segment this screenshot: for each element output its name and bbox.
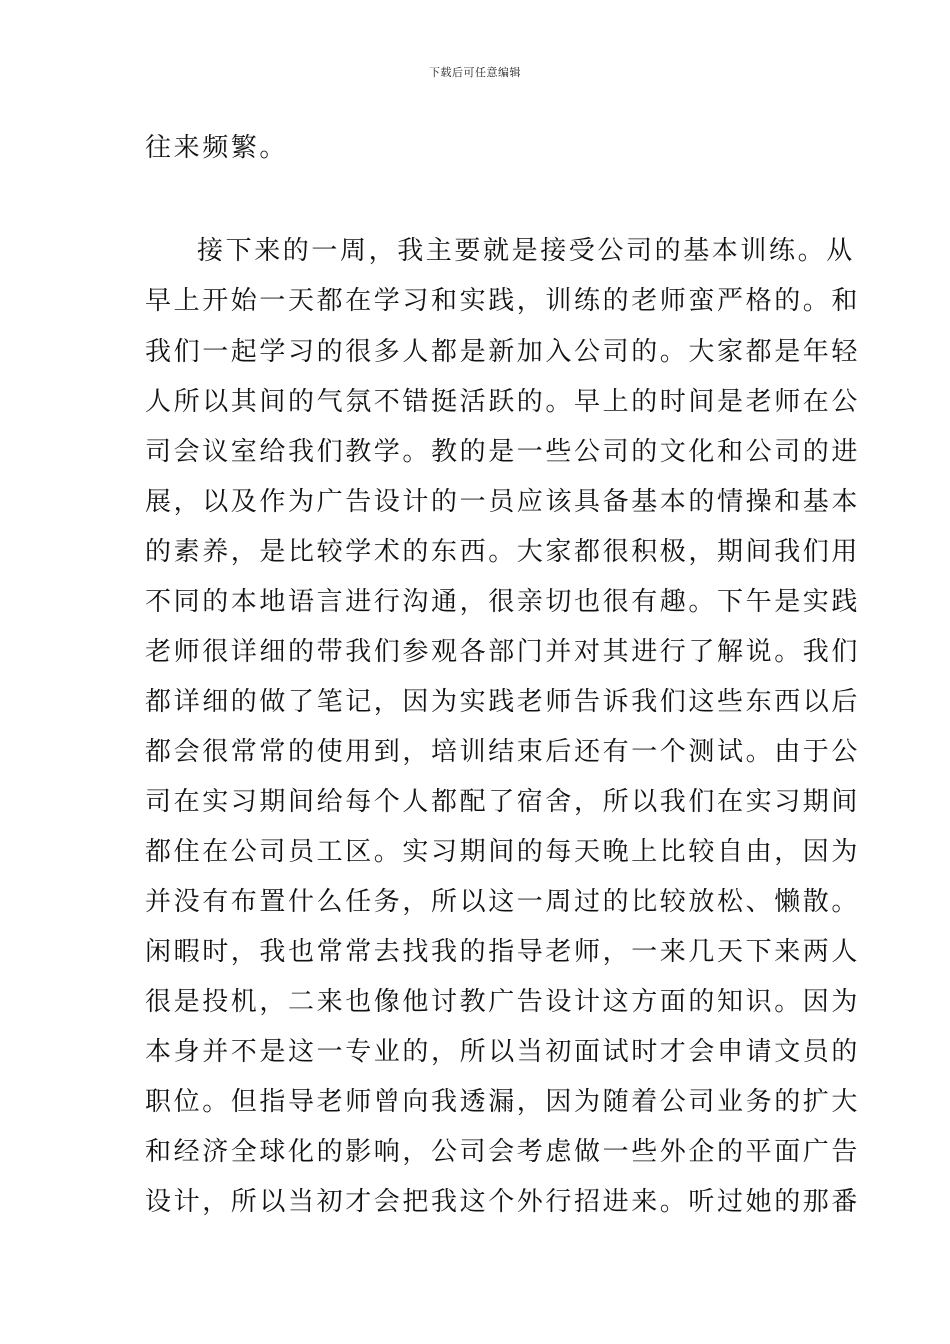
paragraph-2-line: 的素养，是比较学术的东西。大家都很积极，期间我们用 (145, 537, 861, 567)
paragraph-2-line: 设计，所以当初才会把我这个外行招进来。听过她的那番 (145, 1187, 861, 1217)
paragraph-2-line: 并没有布置什么任务，所以这一周过的比较放松、懒散。 (145, 887, 861, 917)
paragraph-2-line: 我们一起学习的很多人都是新加入公司的。大家都是年轻 (145, 337, 861, 367)
paragraph-2-line: 老师很详细的带我们参观各部门并对其进行了解说。我们 (145, 637, 861, 667)
paragraph-2-line: 接下来的一周，我主要就是接受公司的基本训练。从 (197, 236, 855, 266)
paragraph-2-line: 司在实习期间给每个人都配了宿舍，所以我们在实习期间 (145, 787, 861, 817)
paragraph-2-line: 本身并不是这一专业的，所以当初面试时才会申请文员的 (145, 1037, 861, 1067)
paragraph-2-line: 和经济全球化的影响，公司会考虑做一些外企的平面广告 (145, 1137, 861, 1167)
paragraph-2-line: 不同的本地语言进行沟通，很亲切也很有趣。下午是实践 (145, 587, 861, 617)
paragraph-2-line: 闲暇时，我也常常去找我的指导老师，一来几天下来两人 (145, 937, 861, 967)
page-header-note: 下载后可任意编辑 (429, 66, 521, 79)
paragraph-2-line: 很是投机，二来也像他讨教广告设计这方面的知识。因为 (145, 987, 861, 1017)
paragraph-2-line: 都会很常常的使用到，培训结束后还有一个测试。由于公 (145, 737, 861, 767)
paragraph-2-line: 人所以其间的气氛不错挺活跃的。早上的时间是老师在公 (145, 387, 861, 417)
paragraph-2-line: 早上开始一天都在学习和实践，训练的老师蛮严格的。和 (145, 286, 861, 316)
paragraph-2-line: 都详细的做了笔记，因为实践老师告诉我们这些东西以后 (145, 687, 861, 717)
paragraph-2-line: 都住在公司员工区。实习期间的每天晚上比较自由，因为 (145, 837, 861, 867)
paragraph-1-line: 往来频繁。 (145, 133, 289, 163)
paragraph-2-line: 司会议室给我们教学。教的是一些公司的文化和公司的进 (145, 437, 861, 467)
paragraph-2-line: 职位。但指导老师曾向我透漏，因为随着公司业务的扩大 (145, 1087, 861, 1117)
paragraph-2-line: 展，以及作为广告设计的一员应该具备基本的情操和基本 (145, 487, 861, 517)
